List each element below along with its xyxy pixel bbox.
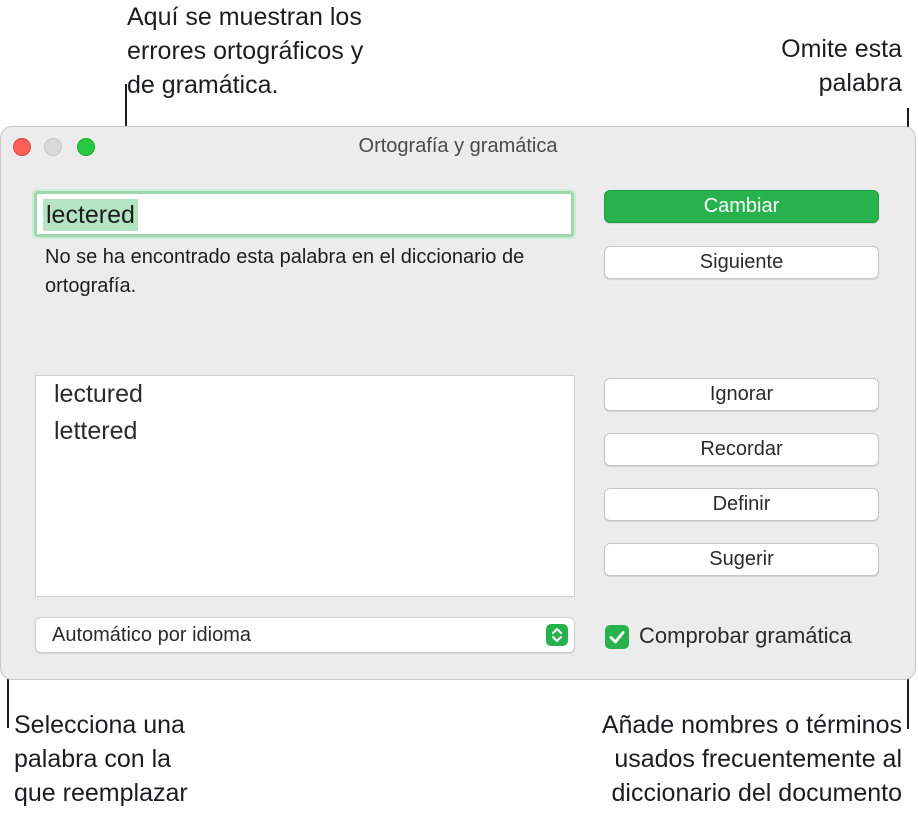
suggestions-list[interactable] <box>35 375 575 597</box>
chevron-up-down-icon <box>546 624 568 646</box>
spelling-grammar-window <box>0 126 916 680</box>
minimize-window-button[interactable] <box>44 138 62 156</box>
language-select-value: Automático por idioma <box>52 624 251 646</box>
suggestion-item[interactable]: lettered <box>54 417 138 445</box>
zoom-window-button[interactable] <box>77 138 95 156</box>
misspelled-word-field[interactable] <box>34 191 574 237</box>
next-button[interactable]: Siguiente <box>604 246 879 279</box>
callout-add-terms: Añade nombres o términos usados frecuentemente al diccionario del documento <box>601 711 902 807</box>
window-titlebar <box>1 127 915 167</box>
grammar-checkbox-label[interactable]: Comprobar gramática <box>639 623 852 648</box>
close-window-button[interactable] <box>13 138 31 156</box>
misspelled-word-text: lectered <box>43 199 138 231</box>
language-select[interactable] <box>35 617 575 653</box>
define-button[interactable]: Definir <box>604 488 879 521</box>
callout-ignore-word: Omite esta palabra <box>781 35 902 97</box>
callout-select-word: Selecciona una palabra con la que reemplazar <box>14 711 188 807</box>
guess-button[interactable]: Sugerir <box>604 543 879 576</box>
callout-spelling-errors: Aquí se muestran los errores ortográficos y de gramática. <box>127 3 364 99</box>
window-title: Ortografía y gramática <box>358 135 558 157</box>
ignore-button[interactable]: Ignorar <box>604 378 879 411</box>
checkmark-icon <box>605 625 629 649</box>
spelling-message: No se ha encontrado esta palabra en el diccionario de ortografía. <box>45 246 525 297</box>
change-button[interactable]: Cambiar <box>604 190 879 223</box>
grammar-checkbox[interactable] <box>605 625 629 649</box>
learn-button[interactable]: Recordar <box>604 433 879 466</box>
suggestion-item[interactable]: lectured <box>54 380 143 408</box>
